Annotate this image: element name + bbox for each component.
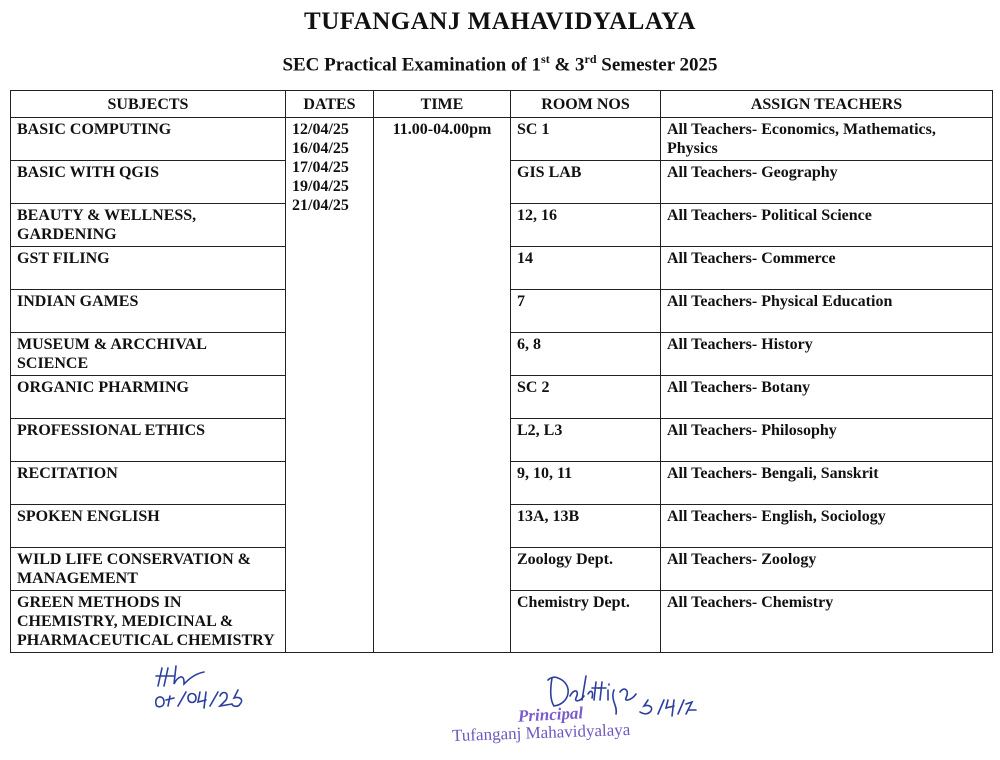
principal-stamp-title: Principal — [517, 703, 584, 726]
teachers-cell: All Teachers- Geography — [661, 161, 993, 204]
room-cell: Zoology Dept. — [511, 548, 661, 591]
subtitle-part-2: & 3 — [549, 54, 585, 76]
exam-schedule-table — [10, 90, 993, 653]
column-header-assign-teachers: ASSIGN TEACHERS — [661, 91, 993, 118]
subject-cell: BASIC WITH QGIS — [11, 161, 286, 204]
subject-cell: GST FILING — [11, 247, 286, 290]
subject-cell: SPOKEN ENGLISH — [11, 505, 286, 548]
room-cell: GIS LAB — [511, 161, 661, 204]
teachers-cell: All Teachers- Botany — [661, 376, 993, 419]
subject-cell: BASIC COMPUTING — [11, 118, 286, 161]
column-header-room-nos: ROOM NOS — [511, 91, 661, 118]
subject-cell: GREEN METHODS IN CHEMISTRY, MEDICINAL & PHARMACEUTICAL CHEMISTRY — [11, 591, 286, 653]
teachers-cell: All Teachers- Philosophy — [661, 419, 993, 462]
subject-cell: MUSEUM & ARCCHIVAL SCIENCE — [11, 333, 286, 376]
page-subtitle — [0, 52, 1000, 76]
exam-date: 12/04/25 — [292, 121, 349, 138]
room-cell: 9, 10, 11 — [511, 462, 661, 505]
exam-date: 21/04/25 — [292, 197, 349, 214]
page-title: TUFANGANJ MAHAVIDYALAYA — [304, 8, 696, 35]
column-header-dates: DATES — [286, 91, 374, 118]
principal-stamp-college: Tufanganj Mahavidyalaya — [451, 719, 631, 746]
subtitle-sup-1: st — [541, 52, 550, 66]
teachers-cell: All Teachers- Political Science — [661, 204, 993, 247]
subtitle-sup-2: rd — [584, 52, 597, 66]
exam-date: 17/04/25 — [292, 159, 349, 176]
exam-date: 16/04/25 — [292, 140, 349, 157]
room-cell: 12, 16 — [511, 204, 661, 247]
teachers-cell: All Teachers- Bengali, Sanskrit — [661, 462, 993, 505]
subject-cell: RECITATION — [11, 462, 286, 505]
teachers-cell: All Teachers- English, Sociology — [661, 505, 993, 548]
teachers-cell: All Teachers- Chemistry — [661, 591, 993, 653]
exam-date: 19/04/25 — [292, 178, 349, 195]
subject-cell: ORGANIC PHARMING — [11, 376, 286, 419]
room-cell: 14 — [511, 247, 661, 290]
teachers-cell: All Teachers- History — [661, 333, 993, 376]
subject-cell: INDIAN GAMES — [11, 290, 286, 333]
room-cell: SC 1 — [511, 118, 661, 161]
table-row — [11, 118, 993, 161]
room-cell: 7 — [511, 290, 661, 333]
subject-cell: BEAUTY & WELLNESS, GARDENING — [11, 204, 286, 247]
subtitle-part-1: SEC Practical Examination of 1 — [282, 54, 542, 76]
room-cell: SC 2 — [511, 376, 661, 419]
teachers-cell: All Teachers- Economics, Mathematics, Physics — [661, 118, 993, 161]
time-cell: 11.00-04.00pm — [374, 118, 511, 653]
subject-cell: PROFESSIONAL ETHICS — [11, 419, 286, 462]
subtitle-part-3: Semester 2025 — [596, 54, 718, 76]
teachers-cell: All Teachers- Commerce — [661, 247, 993, 290]
table-header-row — [11, 91, 993, 118]
room-cell: Chemistry Dept. — [511, 591, 661, 653]
teachers-cell: All Teachers- Physical Education — [661, 290, 993, 333]
room-cell: 6, 8 — [511, 333, 661, 376]
column-header-time: TIME — [374, 91, 511, 118]
left-signature — [148, 662, 298, 712]
room-cell: 13A, 13B — [511, 505, 661, 548]
teachers-cell: All Teachers- Zoology — [661, 548, 993, 591]
room-cell: L2, L3 — [511, 419, 661, 462]
dates-cell — [286, 118, 374, 653]
column-header-subjects: SUBJECTS — [11, 91, 286, 118]
subject-cell: WILD LIFE CONSERVATION & MANAGEMENT — [11, 548, 286, 591]
